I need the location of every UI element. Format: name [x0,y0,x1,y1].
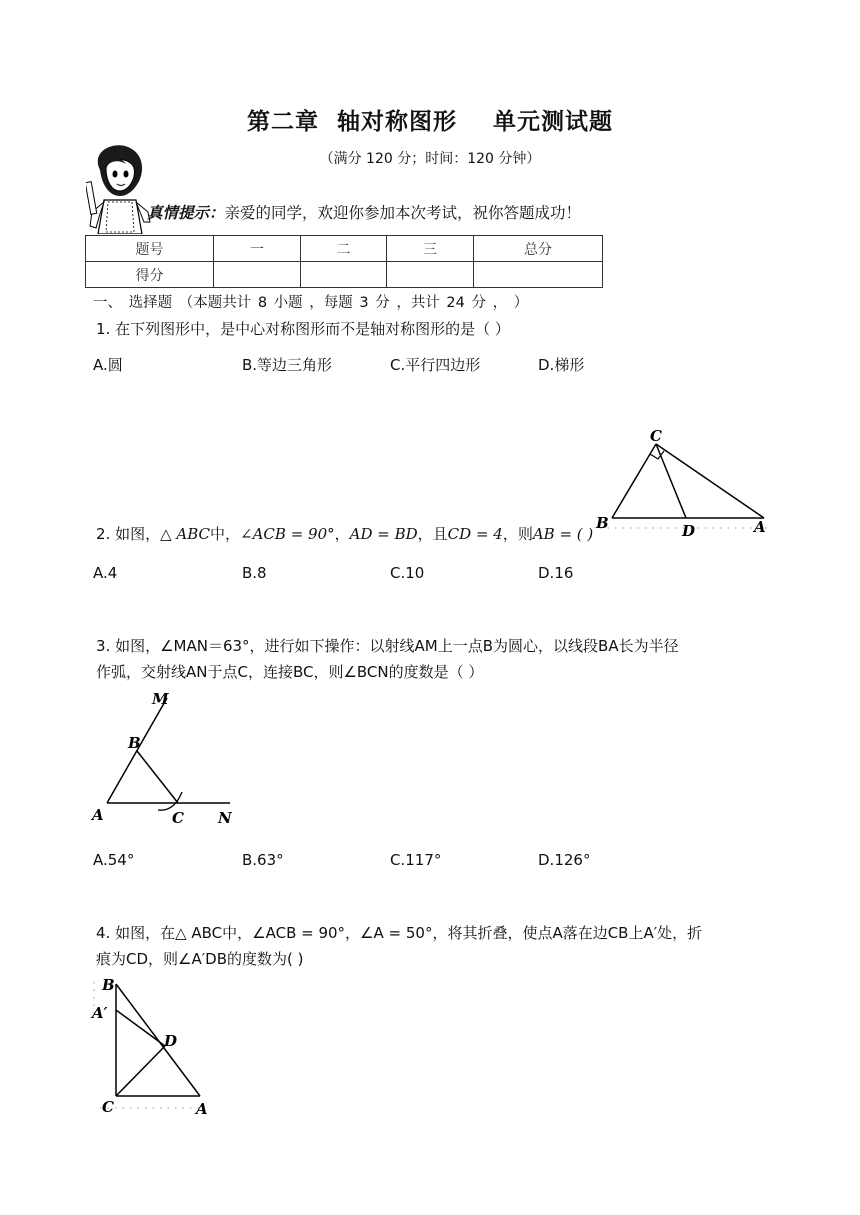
question-4-line1: 4. 如图，在△ ABC中，∠ACB = 90°，∠A = 50°，将其折叠，使点A落在边CB上A′处，折 [96,924,703,942]
table-header-row [86,236,603,262]
table-header-cell: 题号 [86,236,214,262]
greeting-tip [147,201,581,223]
table-header-cell: 三 [387,236,474,262]
tip-text: 亲爱的同学，欢迎你参加本次考试，祝你答题成功！ [224,204,582,222]
option-d: D.16 [538,564,574,582]
q2-math: ∠ACB = 90° [240,525,335,543]
score-table [85,235,603,288]
student-avatar-icon [86,142,152,234]
table-header-cell: 总分 [474,236,603,262]
question-3-line1: 3. 如图，∠MAN＝63°，进行如下操作：以射线AM上一点B为圆心，以线段BA长为半径 [96,637,679,655]
question-3-line2: 作弧，交射线AN于点C，连接BC，则∠BCN的度数是（ ） [96,663,484,681]
option-d: D.梯形 [538,356,585,374]
triangle-figure-q2 [592,424,772,542]
triangle-figure-q4 [88,974,218,1120]
option-b: B.8 [242,564,267,582]
label-c: C [102,1098,114,1116]
label-c: C [650,427,662,445]
option-b: B.63° [242,851,284,869]
q2-text: 2. 如图， [96,525,161,543]
table-header-cell: 一 [214,236,301,262]
label-d: D [682,522,696,540]
score-cell[interactable] [474,262,603,288]
q2-math: △ ABC [160,525,211,543]
page-title: 第二章 轴对称图形 单元测试题 [246,109,614,135]
option-c: C.117° [390,851,442,869]
option-b: B.等边三角形 [242,356,333,374]
q2-math: CD = 4 [447,525,503,543]
q2-text: 中， [210,525,241,543]
tip-label: 真情提示： [147,204,225,222]
exam-info: （满分 120 分；时间：120 分钟） [319,151,541,167]
table-row [86,262,603,288]
option-a: A.圆 [93,356,123,374]
option-c: C.10 [390,564,425,582]
section-heading: 一、 选择题 （本题共计 8 小题 ，每题 3 分 ，共计 24 分 ， ） [93,295,529,311]
label-a: A [196,1100,208,1118]
label-b: B [128,734,141,752]
question-4-line2: 痕为CD，则∠A′DB的度数为( ) [96,950,304,968]
label-n: N [218,809,232,827]
label-d: D [164,1032,178,1050]
q2-math: AD = BD [349,525,418,543]
label-a: A [92,806,104,824]
score-cell[interactable] [301,262,387,288]
label-m: M [152,690,169,708]
option-a: A.4 [93,564,118,582]
angle-figure-q3 [90,686,240,828]
label-c: C [172,809,184,827]
label-a-prime: A′ [92,1004,108,1022]
option-d: D.126° [538,851,591,869]
score-row-label: 得分 [86,262,214,288]
label-b: B [102,976,115,994]
q2-text: ， [334,525,350,543]
q2-text: ，则 [502,525,533,543]
question-1: 1. 在下列图形中，是中心对称图形而不是轴对称图形的是（ ） [96,320,510,338]
label-b: B [596,514,609,532]
score-cell[interactable] [214,262,301,288]
question-2 [96,523,593,544]
q2-math: AB = ( ) [532,525,594,543]
q2-text: ，且 [417,525,448,543]
score-cell[interactable] [387,262,474,288]
option-a: A.54° [93,851,135,869]
option-c: C.平行四边形 [390,356,481,374]
label-a: A [754,518,766,536]
table-header-cell: 二 [301,236,387,262]
